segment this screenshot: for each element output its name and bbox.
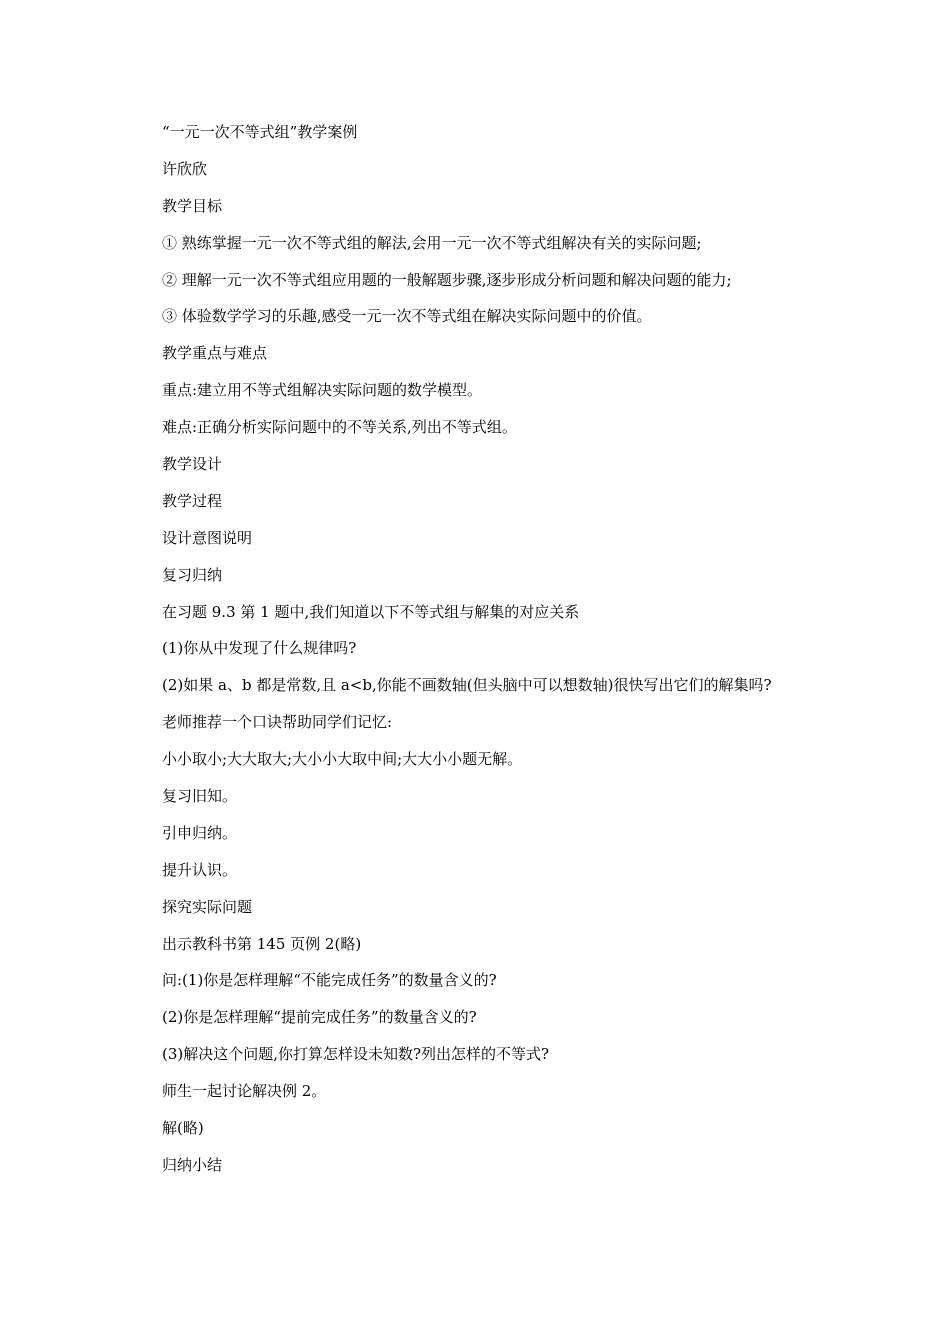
note-improve: 提升认识。 bbox=[162, 860, 238, 879]
document-title: “一元一次不等式组”教学案例 bbox=[162, 123, 358, 141]
heading-review: 复习归纳 bbox=[162, 565, 223, 584]
paragraph-solution: 解(略) bbox=[162, 1119, 204, 1138]
heading-teaching-process: 教学过程 bbox=[162, 491, 223, 510]
explore-question-2: (2)你是怎样理解“提前完成任务”的数量含义的? bbox=[162, 1008, 477, 1027]
heading-summary: 归纳小结 bbox=[162, 1155, 223, 1174]
author-name: 许欣欣 bbox=[162, 159, 208, 178]
difficult-point: 难点:正确分析实际问题中的不等关系,列出不等式组。 bbox=[162, 418, 517, 437]
heading-design-intent: 设计意图说明 bbox=[162, 528, 253, 547]
paragraph-mnemonic-intro: 老师推荐一个口诀帮助同学们记忆: bbox=[162, 713, 393, 732]
paragraph-mnemonic: 小小取小;大大取大;大小小大取中间;大大小小题无解。 bbox=[162, 750, 523, 769]
heading-explore: 探究实际问题 bbox=[162, 897, 253, 916]
explore-question-3: (3)解决这个问题,你打算怎样设未知数?列出怎样的不等式? bbox=[162, 1045, 550, 1064]
heading-teaching-goals: 教学目标 bbox=[162, 196, 223, 215]
question-2: (2)如果 a、b 都是常数,且 a<b,你能不画数轴(但头脑中可以想数轴)很快写出它们的解集吗? bbox=[162, 676, 772, 695]
goal-item-2: ② 理解一元一次不等式组应用题的一般解题步骤,逐步形成分析问题和解决问题的能力; bbox=[162, 270, 732, 289]
heading-key-points: 教学重点与难点 bbox=[162, 344, 268, 363]
heading-teaching-design: 教学设计 bbox=[162, 455, 223, 474]
document-page bbox=[162, 122, 842, 1192]
question-1: (1)你从中发现了什么规律吗? bbox=[162, 639, 357, 658]
key-point: 重点:建立用不等式组解决实际问题的数学模型。 bbox=[162, 381, 483, 400]
goal-item-3: ③ 体验数学学习的乐趣,感受一元一次不等式组在解决实际问题中的价值。 bbox=[162, 307, 652, 326]
paragraph-discussion: 师生一起讨论解决例 2。 bbox=[162, 1082, 327, 1101]
note-extend: 引申归纳。 bbox=[162, 823, 238, 842]
paragraph-example: 出示教科书第 145 页例 2(略) bbox=[162, 934, 362, 953]
explore-question-1: 问:(1)你是怎样理解“不能完成任务”的数量含义的? bbox=[162, 971, 497, 990]
goal-item-1: ① 熟练掌握一元一次不等式组的解法,会用一元一次不等式组解决有关的实际问题; bbox=[162, 233, 702, 252]
note-review-old: 复习旧知。 bbox=[162, 787, 238, 806]
paragraph-exercise-intro: 在习题 9.3 第 1 题中,我们知道以下不等式组与解集的对应关系 bbox=[162, 602, 580, 621]
